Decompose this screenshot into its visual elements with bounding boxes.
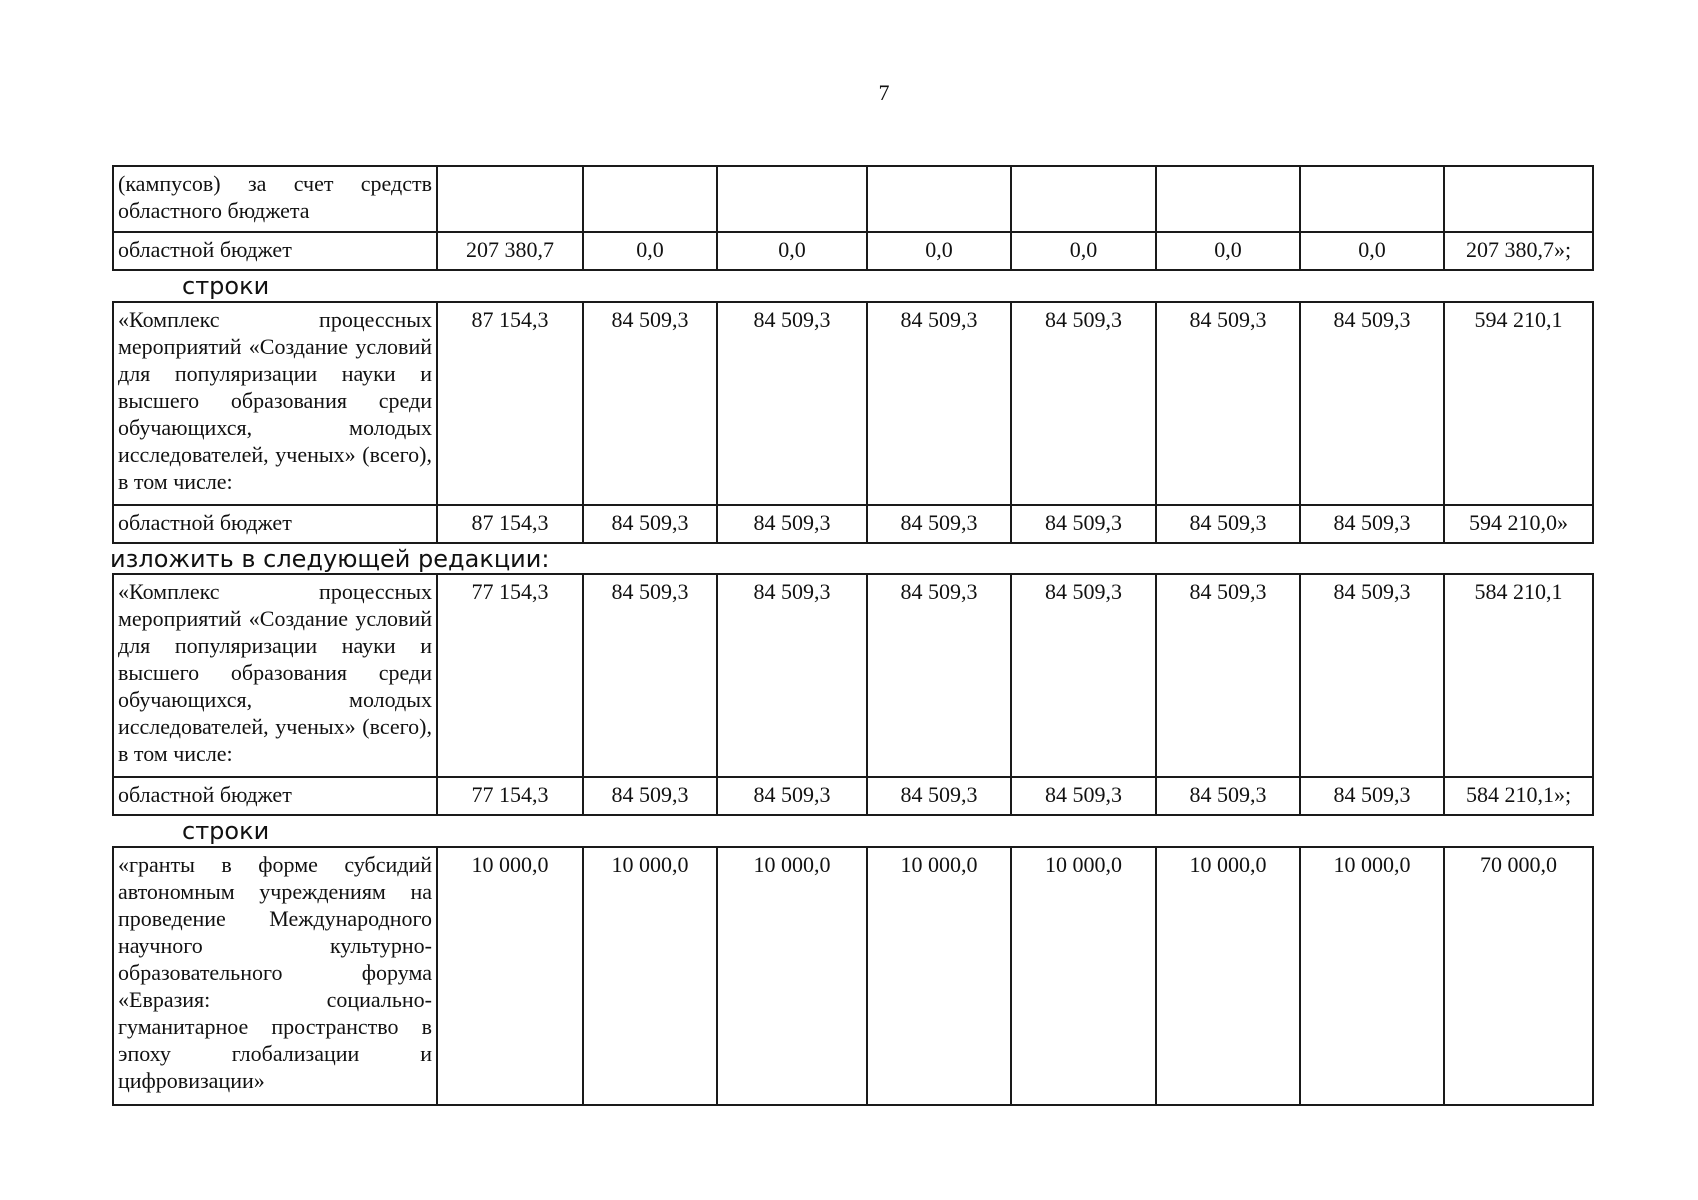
value-cell: 87 154,3 [437, 302, 583, 505]
table-row [113, 505, 1593, 543]
row-label: областной бюджет [113, 505, 437, 543]
value-cell: 84 509,3 [1011, 505, 1156, 543]
value-cell: 10 000,0 [437, 847, 583, 1105]
value-cell: 77 154,3 [437, 574, 583, 777]
value-cell: 84 509,3 [1011, 302, 1156, 505]
value-cell: 84 509,3 [867, 302, 1011, 505]
value-cell: 84 509,3 [1011, 574, 1156, 777]
value-cell: 84 509,3 [1300, 302, 1444, 505]
table-row [113, 847, 1593, 1105]
value-cell: 84 509,3 [1156, 777, 1300, 815]
value-cell: 84 509,3 [867, 574, 1011, 777]
value-cell [437, 166, 583, 232]
value-cell: 84 509,3 [1300, 574, 1444, 777]
section-caption: строки [182, 817, 270, 845]
value-cell: 10 000,0 [1300, 847, 1444, 1105]
value-cell: 87 154,3 [437, 505, 583, 543]
value-cell: 0,0 [1300, 232, 1444, 270]
value-cell [1156, 166, 1300, 232]
value-cell: 84 509,3 [867, 777, 1011, 815]
value-cell: 84 509,3 [1156, 505, 1300, 543]
row-label: «Комплекс процессных мероприятий «Создание условий для популяризации науки и высшего образования среди обучающихся, молодых исследователей, ученых» (всего), в том числе: [113, 574, 437, 777]
budget-table-4 [112, 846, 1594, 1106]
value-cell: 84 509,3 [717, 574, 867, 777]
table-row [113, 166, 1593, 232]
value-cell: 207 380,7 [437, 232, 583, 270]
row-label: «гранты в форме субсидий автономным учреждениям на проведение Международного научного культурно-образовательного форума «Евразия: социально-гуманитарное пространство в эпоху глобализации и цифровизации» [113, 847, 437, 1105]
value-cell: 10 000,0 [717, 847, 867, 1105]
value-cell [1300, 166, 1444, 232]
value-cell: 84 509,3 [717, 505, 867, 543]
total-cell: 584 210,1 [1444, 574, 1593, 777]
value-cell: 84 509,3 [583, 574, 717, 777]
value-cell: 84 509,3 [583, 777, 717, 815]
total-cell: 584 210,1»; [1444, 777, 1593, 815]
value-cell: 84 509,3 [583, 302, 717, 505]
row-label: областной бюджет [113, 777, 437, 815]
budget-table-3 [112, 573, 1594, 816]
value-cell: 10 000,0 [583, 847, 717, 1105]
row-label: «Комплекс процессных мероприятий «Создание условий для популяризации науки и высшего образования среди обучающихся, молодых исследователей, ученых» (всего), в том числе: [113, 302, 437, 505]
value-cell: 0,0 [717, 232, 867, 270]
total-cell: 594 210,1 [1444, 302, 1593, 505]
total-cell: 207 380,7»; [1444, 232, 1593, 270]
value-cell: 84 509,3 [583, 505, 717, 543]
total-cell [1444, 166, 1593, 232]
row-label: (кампусов) за счет средств областного бюджета [113, 166, 437, 232]
page-number: 7 [878, 80, 890, 105]
value-cell: 0,0 [867, 232, 1011, 270]
value-cell: 84 509,3 [867, 505, 1011, 543]
value-cell: 0,0 [583, 232, 717, 270]
value-cell: 10 000,0 [1156, 847, 1300, 1105]
budget-table-1 [112, 165, 1594, 271]
row-label: областной бюджет [113, 232, 437, 270]
value-cell: 84 509,3 [717, 777, 867, 815]
table-row [113, 574, 1593, 777]
value-cell [867, 166, 1011, 232]
section-caption: изложить в следующей редакции: [110, 545, 550, 573]
value-cell: 77 154,3 [437, 777, 583, 815]
total-cell: 70 000,0 [1444, 847, 1593, 1105]
table-row [113, 777, 1593, 815]
value-cell [717, 166, 867, 232]
value-cell: 10 000,0 [1011, 847, 1156, 1105]
table-row [113, 302, 1593, 505]
value-cell: 0,0 [1011, 232, 1156, 270]
budget-table-2 [112, 301, 1594, 544]
value-cell: 84 509,3 [1300, 505, 1444, 543]
table-row [113, 232, 1593, 270]
value-cell: 84 509,3 [1156, 302, 1300, 505]
value-cell: 84 509,3 [1156, 574, 1300, 777]
value-cell: 84 509,3 [717, 302, 867, 505]
value-cell: 10 000,0 [867, 847, 1011, 1105]
total-cell: 594 210,0» [1444, 505, 1593, 543]
value-cell: 84 509,3 [1011, 777, 1156, 815]
value-cell: 0,0 [1156, 232, 1300, 270]
value-cell [1011, 166, 1156, 232]
value-cell: 84 509,3 [1300, 777, 1444, 815]
value-cell [583, 166, 717, 232]
section-caption: строки [182, 272, 270, 300]
